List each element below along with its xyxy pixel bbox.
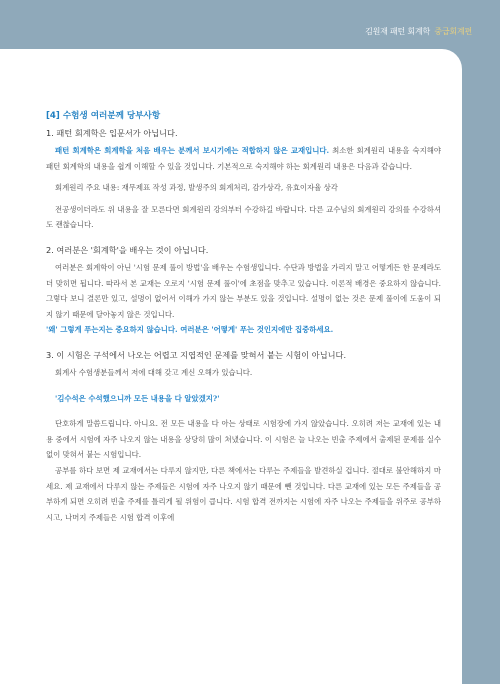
part3-quote: '김수석은 수석했으니까 모든 내용을 다 알았겠지?' <box>55 393 220 403</box>
part1-list-line: 회계원리 주요 내용: 재무제표 작성 과정, 발생주의 회계처리, 감가상각, 유효이자율 상각 <box>55 183 338 193</box>
part3-paragraph-1: 단호하게 말씀드립니다. 아니요. 전 모든 내용을 다 아는 상태로 시험장에 가지 않았습니다. 오히려 저는 교재에 있는 내용 중에서 시험에 자주 나오지 않는 내용을 상당히 많이 쳐냈습니다. 이 시험은 늘 나오는 빈출 주제에서 출제된 문제를 실수 없이 맞혀서 붙는 시험입니다. <box>46 419 441 460</box>
text-column <box>46 109 441 525</box>
running-head-edition: 중급회계편 <box>434 27 472 36</box>
part1-highlight: 패턴 회계학은 회계학을 처음 배우는 분께서 보시기에는 적합하지 않은 교재입니다. <box>55 146 330 155</box>
part1-paragraph <box>46 143 441 174</box>
section-title: [4] 수험생 여러분께 당부사항 <box>46 111 161 121</box>
part3-paragraph-2: 공부를 하다 보면 제 교재에서는 다루지 않지만, 다른 책에서는 다루는 주제들을 발견하실 겁니다. 절대로 불안해하지 마세요. 제 교재에서 다루지 않는 주제들은 시험에 자주 나오지 않기 때문에 뺀 것입니다. 다른 교재에 있는 모든 주제들을 공부하게 되면 오히려 빈출 주제를 틀리게 될 위험이 큽니다. 시험 합격 전까지는 시험에 자주 나오는 주제들을 위주로 공부하시고, 나머지 주제들은 시험 합격 이후에 <box>46 465 441 522</box>
part2-paragraph: 여러분은 회계학이 아닌 '시험 문제 풀이 방법'을 배우는 수험생입니다. 수단과 방법을 가리지 말고 어떻게든 한 문제라도 더 맞히면 됩니다. 따라서 본 교재는 오로지 '시험 문제 풀이'에 초점을 맞추고 있습니다. 이론적 배경은 중요하지 않습니다. 그렇다 보니 결론만 있고, 설명이 없어서 이해가 가지 않는 부분도 있을 것입니다. 설명이 없는 것은 문제 풀이에 도움이 되지 않기 때문에 달아놓지 않은 것입니다. <box>46 262 441 319</box>
part2-heading: 2. 여러분은 '회계학'을 배우는 것이 아닙니다. <box>46 244 209 255</box>
part1-paragraph-rest: 최소한 회계원리 내용을 숙지해야 패턴 회계학의 내용을 쉽게 이해할 수 있을 것입니다. 기본적으로 숙지해야 하는 회계원리 내용은 다음과 같습니다. <box>46 146 441 171</box>
part1-paragraph-2: 전공생이더라도 위 내용을 잘 모른다면 회계원리 강의부터 수강하길 바랍니다. 다른 교수님의 회계원리 강의를 수강하셔도 괜찮습니다. <box>46 204 441 230</box>
part2-highlight: '왜' 그렇게 푸는지는 중요하지 않습니다. 여러분은 '어떻게' 푸는 것인지에만 집중하세요. <box>46 325 334 335</box>
part3-heading: 3. 이 시험은 구석에서 나오는 어렵고 지엽적인 문제를 맞혀서 붙는 시험이 아닙니다. <box>46 349 347 360</box>
running-head <box>365 26 472 37</box>
part3-intro: 회계사 수험생분들께서 저에 대해 갖고 계신 오해가 있습니다. <box>55 367 253 377</box>
content-card <box>0 49 462 684</box>
running-head-title: 김원재 패턴 회계학 <box>365 27 431 36</box>
part1-heading: 1. 패턴 회계학은 입문서가 아닙니다. <box>46 128 178 138</box>
